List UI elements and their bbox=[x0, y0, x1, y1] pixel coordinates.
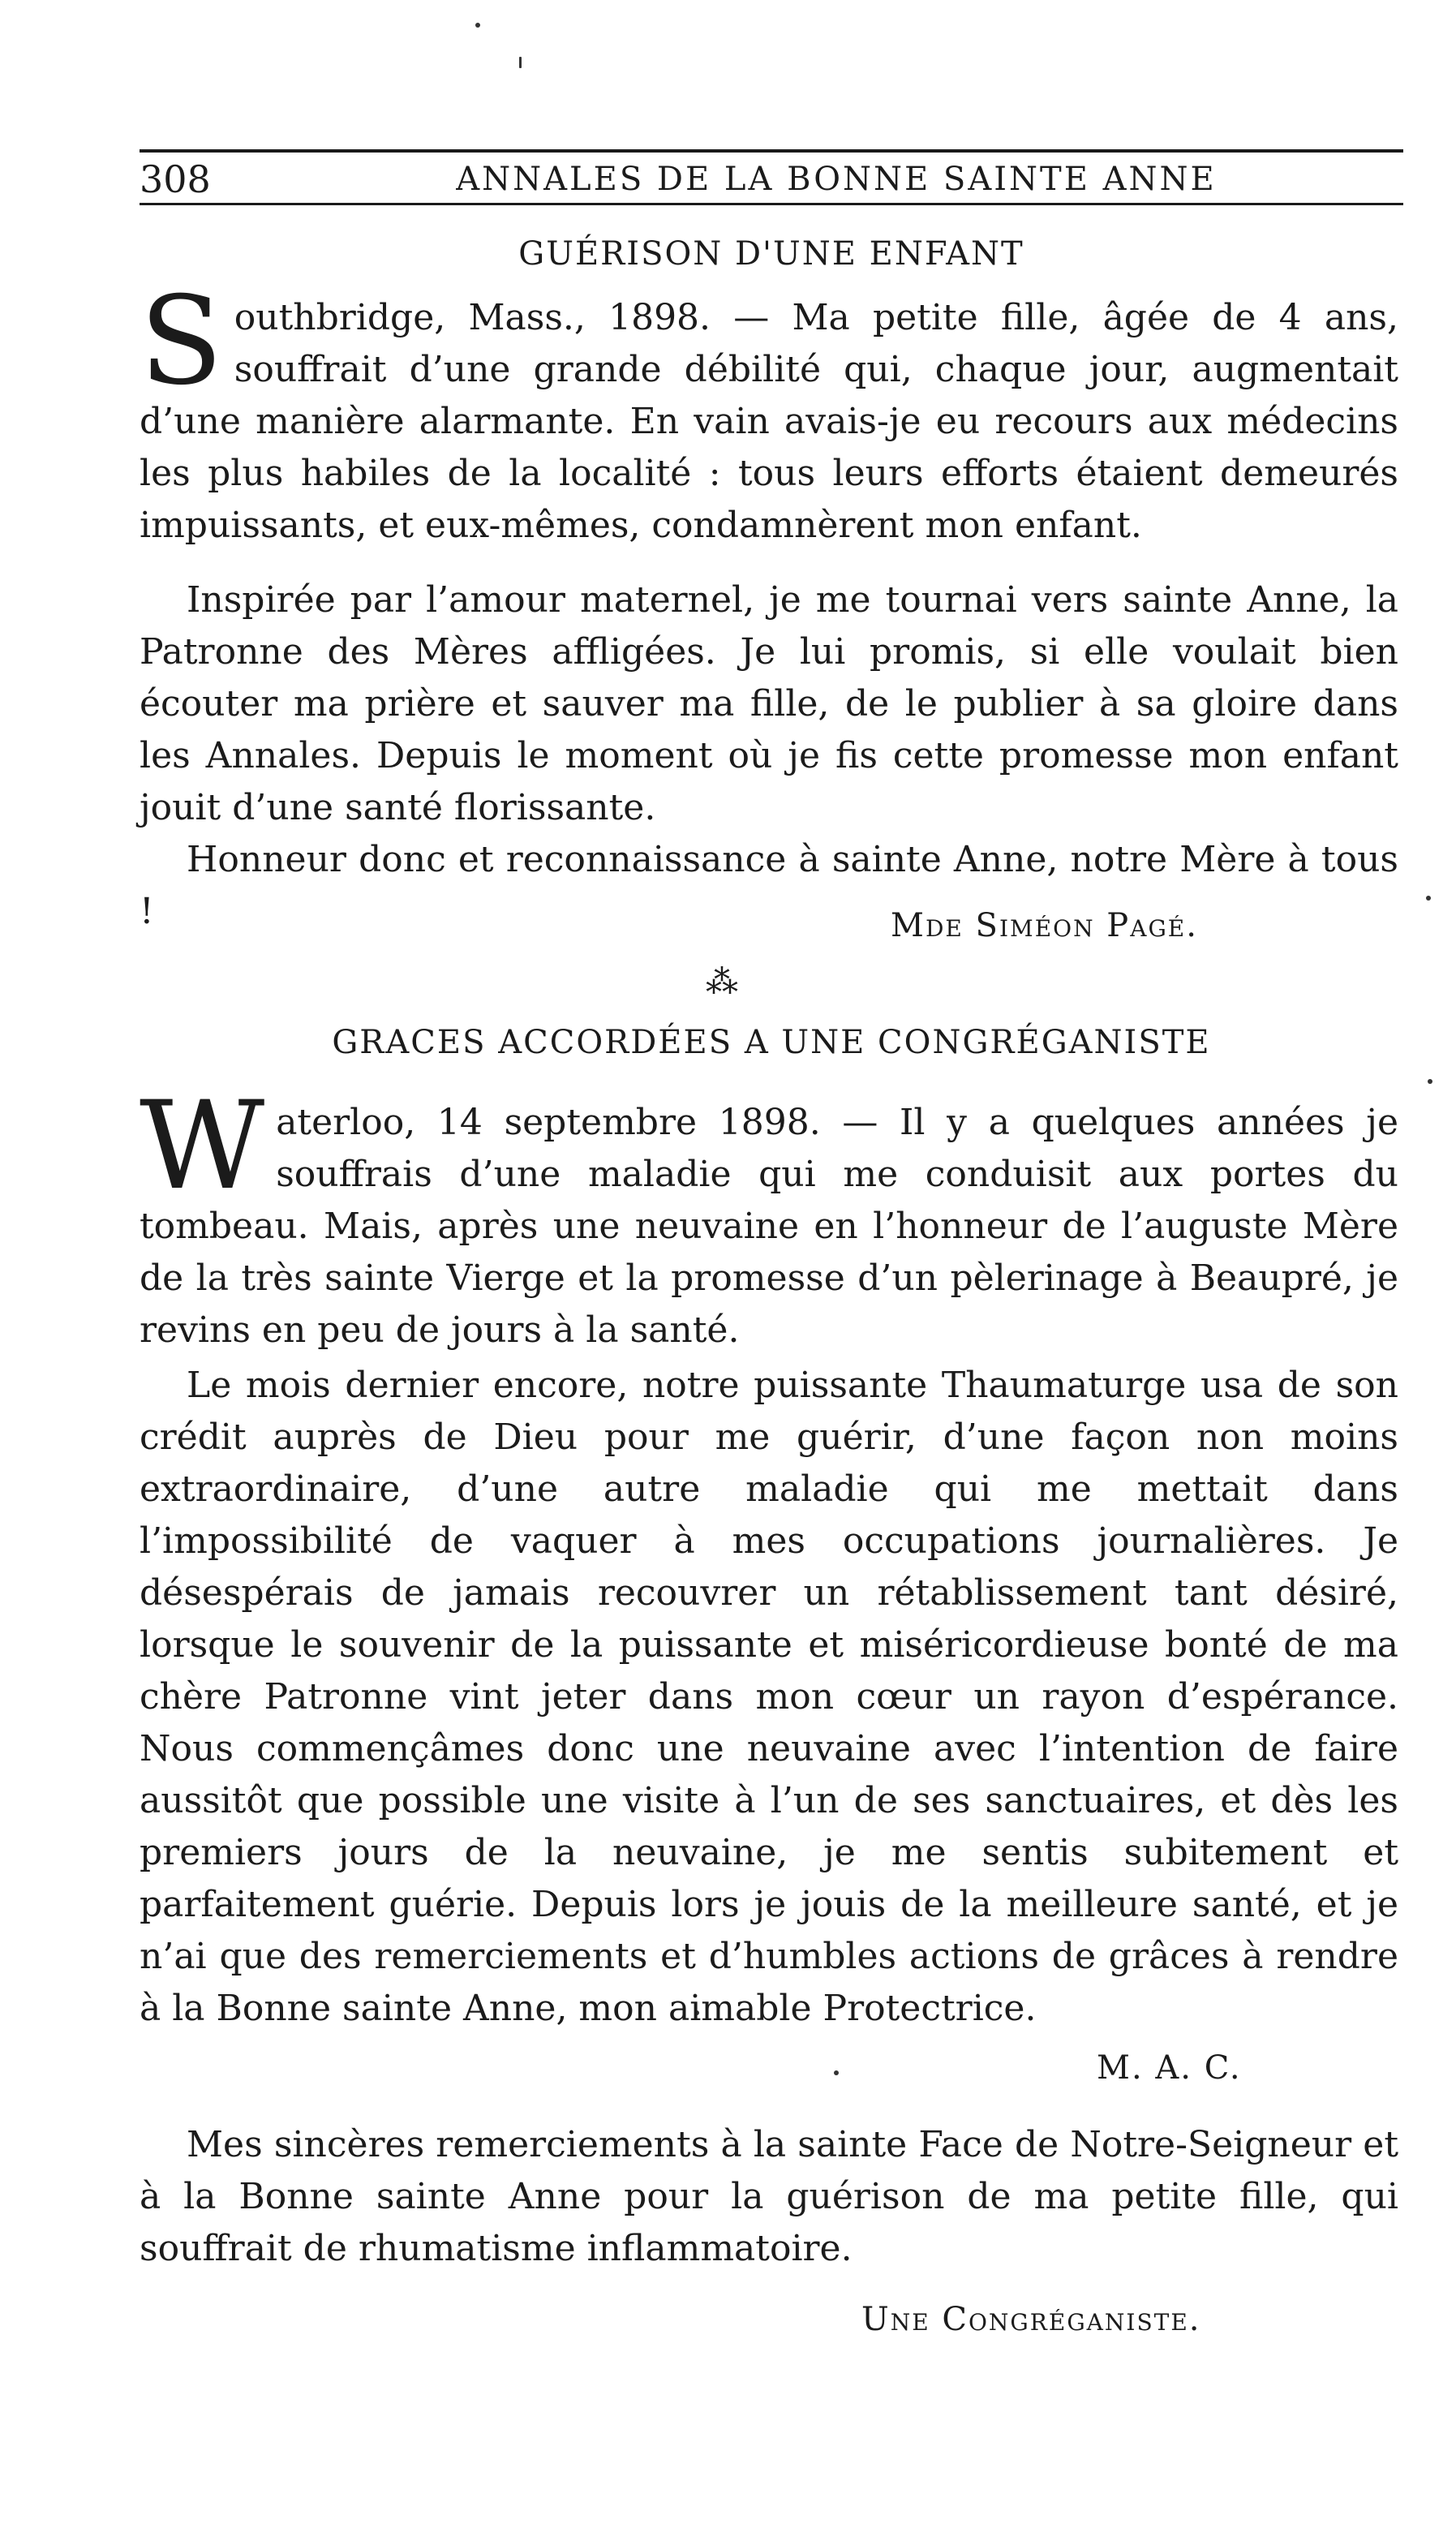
section-ornament: ⁂ bbox=[706, 964, 738, 1001]
section-title-graces: GRACES ACCORDÉES A UNE CONGRÉGANISTE bbox=[332, 1024, 1211, 1061]
article-paragraph: aterloo, 14 septembre 1898. — Il y a quelques années je souffrais d’une maladie qui me conduisit aux portes du tombeau. Mais, après une neuvaine en l’honneur de l’auguste Mère de la très sainte Vierge et la promesse d’un pèlerinage à Beaupré, je revins en peu de jours à la santé. bbox=[140, 1102, 1398, 1351]
section-title-guerison: GUÉRISON D'UNE ENFANT bbox=[518, 235, 1024, 273]
page-number: 308 bbox=[140, 157, 211, 201]
article-paragraph: Mes sincères remerciements à la sainte Face de Notre-Seigneur et à la Bonne sainte Anne pour la guérison de ma petite fille, qui souffrait de rhumatisme inflammatoire. bbox=[140, 2124, 1398, 2269]
running-header bbox=[140, 153, 1403, 203]
drop-cap-w: W bbox=[140, 1076, 265, 1217]
scan-speck bbox=[834, 2070, 839, 2075]
header-bottom-rule bbox=[140, 203, 1403, 205]
article-waterloo bbox=[140, 1076, 1398, 1356]
article-paragraph: Le mois dernier encore, notre puissante Thaumaturge usa de son crédit auprès de Dieu pour me guérir, d’une façon non moins extraordinaire, d’une autre maladie qui me mettait dans l’impossibilité de vaquer à mes occupations journalières. Je désespérais de jamais recouvrer un rétablissement tant désiré, lorsque le souvenir de la puissante et miséricordieuse bonté de ma chère Patronne vint jeter dans mon cœur un rayon d’espérance. Nous commençâmes donc une neuvaine avec l’intention de faire aussitôt que possible une visite à l’un de ses sanctuaires, et dès les premiers jours de la neuvaine, je me sentis subitement et parfaitement guérie. Depuis lors je jouis de la meilleure santé, et je n’ai que des remerciements et d’humbles actions de grâces à rendre à la Bonne sainte Anne, mon aimable Protectrice. bbox=[140, 1365, 1398, 2029]
signature-page: Mde Siméon Pagé. bbox=[891, 907, 1198, 944]
scan-speck bbox=[519, 57, 522, 68]
signature-congreganiste: Une Congréganiste. bbox=[861, 2301, 1201, 2338]
drop-cap-s: S bbox=[140, 271, 223, 412]
article-southbridge bbox=[140, 271, 1398, 552]
article-paragraph: outhbridge, Mass., 1898. — Ma petite fille, âgée de 4 ans, souffrait d’une grande débilité qui, chaque jour, augmentait d’une manière alarmante. En vain avais-je eu recours aux médecins les plus habiles de la localité : tous leurs efforts étaient demeurés impuissants, et eux-mêmes, condamnèrent mon enfant. bbox=[140, 297, 1398, 546]
running-title: ANNALES DE LA BONNE SAINTE ANNE bbox=[456, 161, 1217, 198]
scan-speck bbox=[475, 23, 480, 28]
scan-speck bbox=[1426, 896, 1431, 901]
scan-speck bbox=[1428, 1079, 1432, 1084]
signature-mac: M. A. C. bbox=[1097, 2049, 1242, 2087]
article-paragraph: Inspirée par l’amour maternel, je me tournai vers sainte Anne, la Patronne des Mères affligées. Je lui promis, si elle voulait bien écouter ma prière et sauver ma fille, de le publier à sa gloire dans les Annales. Depuis le moment où je fis cette promesse mon enfant jouit d’une santé florissante. bbox=[140, 579, 1398, 828]
article-paragraph: Honneur donc et reconnaissance à sainte Anne, notre Mère à tous ! bbox=[140, 839, 1398, 932]
